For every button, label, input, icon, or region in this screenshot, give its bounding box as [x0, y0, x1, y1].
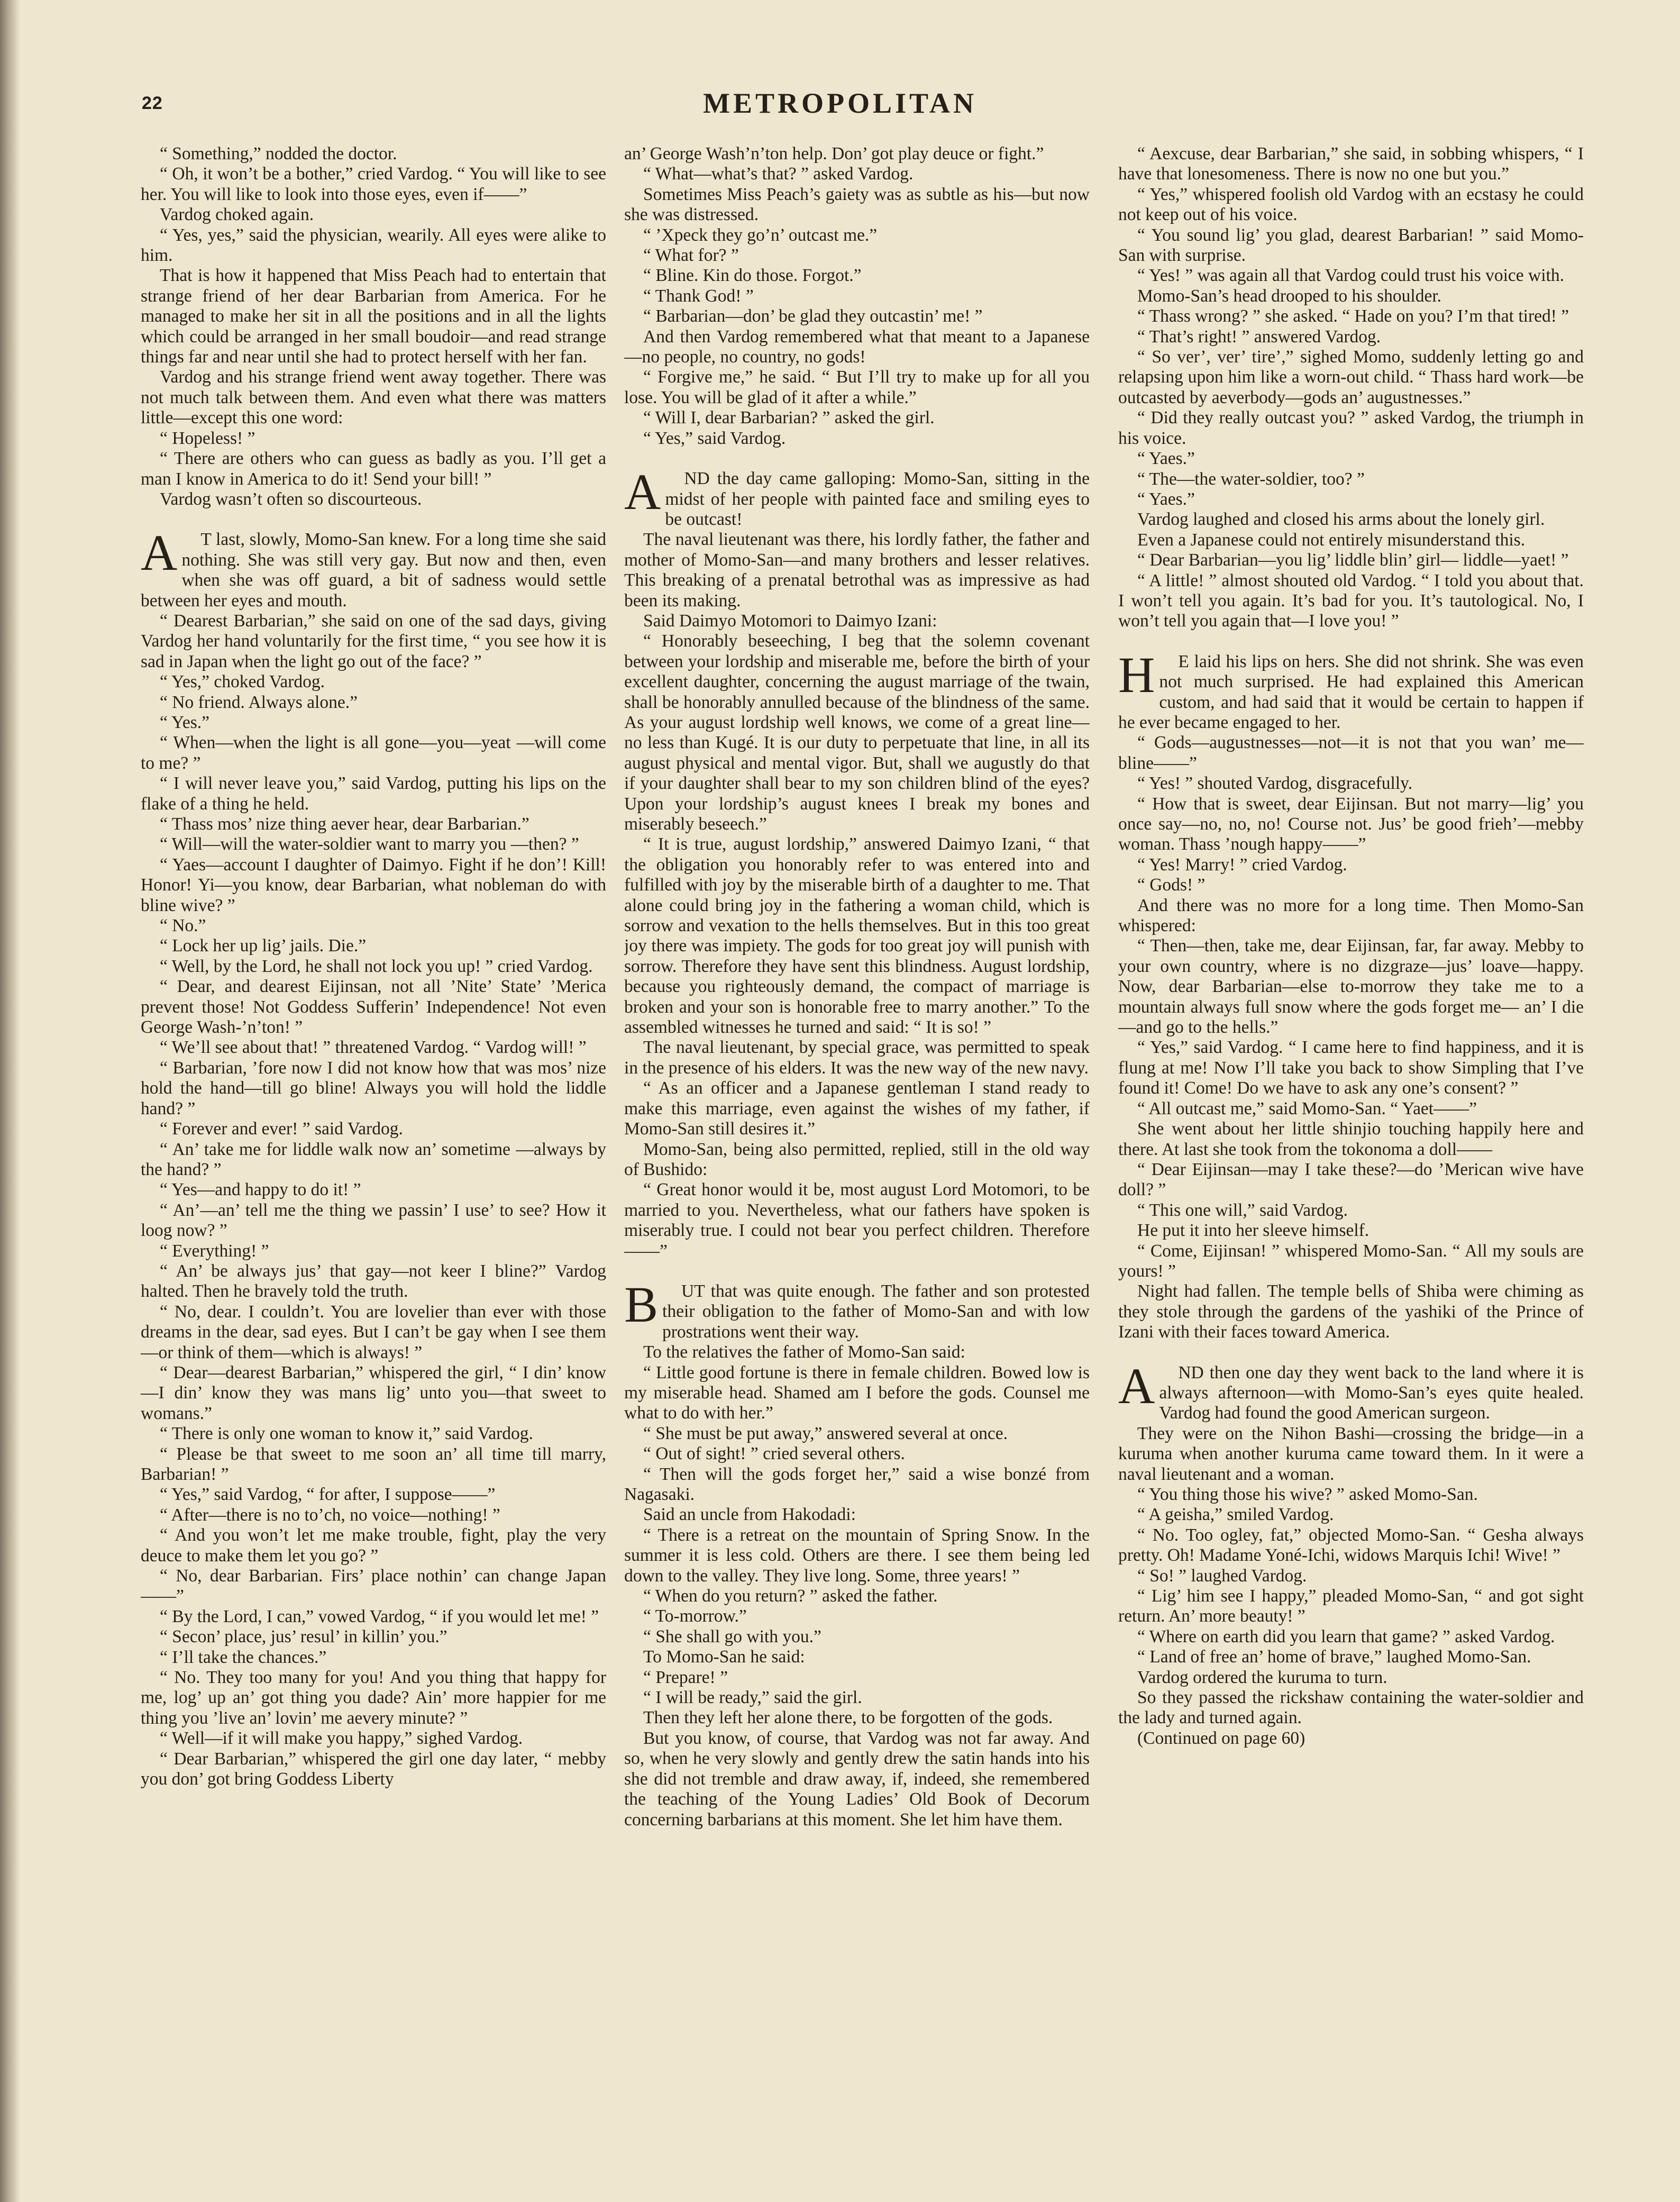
paragraph: “ Gods—augustnesses—not—it is not that you wan’ me—bline——”	[1118, 733, 1584, 773]
paragraph: “ After—there is no to’ch, no voice—nothing! ”	[160, 1505, 500, 1525]
paragraph: “ Then will the gods forget her,” said a wise bonzé from Nagasaki.	[624, 1464, 1090, 1504]
paragraph: “ Lock her up lig’ jails. Die.”	[160, 936, 367, 956]
paragraph: “ There are others who can guess as badly as you. I’ll get a man I know in America to do it! Send your bill! ”	[141, 449, 606, 489]
paragraph: “ Yaes—account I daughter of Daimyo. Fight if he don’! Kill! Honor! Yi—you know, dear Barbarian, what nobleman do with bline wive? ”	[141, 854, 606, 915]
paragraph: “ Thank God! ”	[643, 286, 754, 306]
paragraph: “ A little! ” almost shouted old Vardog. “ I told you about that. I won’t tell you again. It’s bad for you. It’s tautological. No, I won’t tell you again that—I love you! ”	[1118, 570, 1584, 631]
paragraph: “ Where on earth did you learn that game? ” asked Vardog.	[1137, 1626, 1555, 1646]
paragraph: “ When—when the light is all gone—you—yeat —will come to me? ”	[141, 733, 606, 773]
paragraph: “ Out of sight! ” cried several others.	[643, 1444, 905, 1464]
paragraph: “ How that is sweet, dear Eijinsan. But not marry—lig’ you once say—no, no, no! Course not. Jus’ be good frieh’—mebby woman. Thass ’nough happy——”	[1118, 794, 1584, 854]
paragraph: “ Great honor would it be, most august Lord Motomori, to be married to you. Nevertheless, what our fathers have spoken is miserably true. I could not bear you perfect children. Therefore——”	[624, 1180, 1090, 1261]
paragraph: “ An’—an’ tell me the thing we passin’ I use’ to see? How it loog now? ”	[141, 1200, 606, 1241]
paragraph: “ A geisha,” smiled Vardog.	[1137, 1505, 1334, 1525]
paragraph: an’ George Wash’n’ton help. Don’ got play deuce or fight.”	[624, 144, 1044, 163]
paragraph: “ Dearest Barbarian,” she said on one of the sad days, giving Vardog her hand voluntarily for the first time, “ you see how it is sad in Japan when the light go out of the face? ”	[141, 611, 606, 671]
paragraph: “ No friend. Always alone.”	[160, 692, 358, 712]
paragraph: “ Lig’ him see I happy,” pleaded Momo-San, “ and got sight return. An’ more beauty! ”	[1118, 1586, 1584, 1626]
paragraph: “ You thing those his wive? ” asked Momo-San.	[1137, 1485, 1478, 1504]
paragraph: “ Yes,” said Vardog, “ for after, I suppose——”	[160, 1485, 496, 1505]
paragraph: “ Barbarian, ’fore now I did not know how that was mos’ nize hold the hand—till go bline! Always you will hold the liddle hand? ”	[141, 1058, 606, 1118]
paragraph: Vardog wasn’t often so discourteous.	[160, 489, 422, 509]
paragraph: “ That’s right! ” answered Vardog.	[1137, 326, 1381, 347]
paragraph: “ Dear—dearest Barbarian,” whispered the girl, “ I din’ know—I din’ know they was mans lig’ unto you—that sweet to womans.”	[141, 1362, 606, 1423]
paragraph: “ An’ be always jus’ that gay—not keer I bline?” Vardog halted. Then he bravely told the truth.	[141, 1261, 606, 1302]
paragraph: “ Will I, dear Barbarian? ” asked the girl.	[643, 408, 935, 428]
paragraph: “ I’ll take the chances.”	[160, 1647, 327, 1667]
section-opening-paragraph	[624, 1276, 1090, 1342]
paragraph: And there was no more for a long time. Then Momo-San whispered:	[1118, 895, 1584, 936]
paragraph: “ No, dear Barbarian. Firs’ place nothin’ can change Japan——”	[141, 1566, 606, 1606]
paragraph: “ By the Lord, I can,” vowed Vardog, “ if you would let me! ”	[160, 1606, 599, 1626]
paragraph: “ Yaes.”	[1137, 489, 1195, 509]
paragraph: “ Land of free an’ home of brave,” laughed Momo-San.	[1137, 1647, 1531, 1667]
paragraph: “ Yaes.”	[1137, 449, 1195, 469]
paragraph: “ No. They too many for you! And you thing that happy for me, log’ up an’ got thing you dade? Ain’ more happier for me thing you ’live an’ lovin’ me aevery minute? ”	[141, 1668, 606, 1728]
paragraph: “ Gods! ”	[1137, 875, 1206, 895]
paragraph: “ There is a retreat on the mountain of Spring Snow. In the summer it is less cold. Others are there. I see them being led down to the valley. They live long. Some, three years! ”	[624, 1525, 1090, 1586]
paragraph: “ She must be put away,” answered several at once.	[643, 1423, 1008, 1443]
paragraph: “ Dear, and dearest Eijinsan, not all ’Nite’ State’ ’Merica prevent those! Not Goddess Sufferin’ Independence! Not even George Wash-’n’ton! ”	[141, 977, 606, 1038]
paragraph: “ Everything! ”	[160, 1241, 269, 1261]
paragraph: (Continued on page 60)	[1137, 1728, 1305, 1748]
paragraph: Momo-San, being also permitted, replied, still in the old way of Bushido:	[624, 1139, 1090, 1179]
paragraph: “ No, dear. I couldn’t. You are lovelier than ever with those dreams in the dear, sad eyes. But I can’t be gay when I see them—or think of them—which is always! ”	[141, 1302, 606, 1362]
paragraph: “ ’Xpeck they go’n’ outcast me.”	[643, 225, 878, 245]
section-opening-paragraph	[1118, 1357, 1584, 1424]
paragraph: “ Honorably beseeching, I beg that the solemn covenant between your lordship and miserable me, before the birth of your excellent daughter, concerning the august marriage of the twain, shall be honorably annulled because of the blindness of the same. As your august lordship well knows, we come of a great line—no less than Kugé. It is our duty to perpetuate that line, in all its august physical and mental vigor. But, shall we augustly do that if your daughter shall bear to my son children blind of the eyes? Upon your lordship’s august knees I break my bones and miserably beseech.”	[624, 631, 1090, 834]
text-column-3	[1118, 144, 1584, 2133]
paragraph: Said an uncle from Hakodadi:	[643, 1505, 856, 1525]
paragraph: “ No.”	[160, 916, 206, 936]
text-column-2	[624, 144, 1090, 2133]
paragraph: “ Yes.”	[160, 712, 209, 732]
drop-cap: H	[1118, 646, 1155, 703]
paragraph: “ I will never leave you,” said Vardog, putting his lips on the flake of a thing he held.	[141, 774, 606, 814]
paragraph: “ The—the water-soldier, too? ”	[1137, 469, 1365, 489]
section-opening-paragraph	[141, 524, 606, 611]
paragraph-text: T last, slowly, Momo-San knew. For a long time she said nothing. She was still very gay. But now and then, even when she was off guard, a bit of sadness would settle between her eyes and mouth.	[141, 530, 606, 611]
drop-cap: A	[624, 463, 661, 521]
paragraph: “ Yes,” choked Vardog.	[160, 672, 325, 692]
paragraph: “ Dear Barbarian,” whispered the girl one day later, “ mebby you don’ got bring Goddess Liberty	[141, 1749, 606, 1789]
paragraph: “ It is true, august lordship,” answered Daimyo Izani, “ that the obligation you honorably refer to was entered into and fulfilled with joy by the miserable birth of a daughter to me. That alone could bring joy in the fathering a woman child, which is sorrow and vexation to the hells themselves. But in this too great joy there was impiety. The gods for too great joy will punish with sorrow. Therefore they have sent this blindness. August lordship, because you righteously demand, the compact of marriage is broken and your son is honorable free to marry another.” To the assembled witnesses he turned and said: “ It is so! ”	[624, 834, 1090, 1038]
paragraph: “ Hopeless! ”	[160, 428, 255, 448]
paragraph: “ Yes,” said Vardog. “ I came here to find happiness, and it is flung at me! Now I’ll take you back to show Simpling that I’ve found it! Come! Do we have to ask any one’s consent? ”	[1118, 1038, 1584, 1098]
paragraph: That is how it happened that Miss Peach had to entertain that strange friend of her dear Barbarian from America. For he managed to make her sit in all the positions and in all the lights which could be arranged in her small boudoir—and read strange things far and near until she had to protect herself with her fan.	[141, 266, 606, 367]
paragraph: “ Yes! ” was again all that Vardog could trust his voice with.	[1137, 266, 1564, 286]
paragraph: “ Thass wrong? ” she asked. “ Hade on you? I’m that tired! ”	[1137, 306, 1569, 326]
paragraph: Vardog and his strange friend went away together. There was not much talk between them. And even what there was matters little—except this one word:	[141, 367, 606, 428]
drop-cap: A	[1118, 1357, 1155, 1414]
paragraph: The naval lieutenant was there, his lordly father, the father and mother of Momo-San—and many brothers and lesser relatives. This breaking of a prenatal betrothal was as impressive as had been its making.	[624, 530, 1090, 611]
paragraph: “ Yes—and happy to do it! ”	[160, 1180, 361, 1200]
paragraph: Sometimes Miss Peach’s gaiety was as subtle as his—but now she was distressed.	[624, 184, 1090, 225]
paragraph: Said Daimyo Motomori to Daimyo Izani:	[643, 611, 937, 631]
paragraph: “ Forgive me,” he said. “ But I’ll try to make up for all you lose. You will be glad of it after a while.”	[624, 367, 1090, 407]
paragraph: “ Dear Barbarian—you lig’ liddle blin’ girl— liddle—yaet! ”	[1137, 550, 1569, 570]
paragraph: “ Well—if it will make you happy,” sighed Vardog.	[160, 1728, 523, 1749]
paragraph: “ What for? ”	[643, 245, 739, 266]
paragraph: “ Bline. Kin do those. Forgot.”	[643, 266, 862, 286]
paragraph: “ So ver’, ver’ tire’,” sighed Momo, suddenly letting go and relapsing upon him like a worn-out child. “ Thass hard work—be outcasted by aeverbody—gods an’ augustnesses.”	[1118, 347, 1584, 407]
paragraph: “ Forever and ever! ” said Vardog.	[160, 1119, 403, 1139]
paragraph: “ All outcast me,” said Momo-San. “ Yaet——”	[1137, 1098, 1477, 1118]
paragraph: “ Yes! Marry! ” cried Vardog.	[1137, 854, 1347, 875]
paragraph: “ Yes! ” shouted Vardog, disgracefully.	[1137, 774, 1413, 794]
paragraph: Momo-San’s head drooped to his shoulder.	[1137, 286, 1442, 306]
paragraph: “ We’ll see about that! ” threatened Vardog. “ Vardog will! ”	[160, 1038, 587, 1058]
paragraph: “ Prepare! ”	[643, 1667, 728, 1687]
drop-cap: A	[141, 524, 178, 581]
paragraph: They were on the Nihon Bashi—crossing the bridge—in a kuruma when another kuruma came toward them. In it were a naval lieutenant and a woman.	[1118, 1423, 1584, 1484]
section-opening-paragraph	[624, 463, 1090, 530]
paragraph: Then they left her alone there, to be forgotten of the gods.	[643, 1708, 1053, 1728]
paragraph: “ As an officer and a Japanese gentleman I stand ready to make this marriage, even against the wishes of my father, if Momo-San still desires it.”	[624, 1078, 1090, 1139]
magazine-title: METROPOLITAN	[702, 87, 978, 119]
paragraph: “ An’ take me for liddle walk now an’ sometime —always by the hand? ”	[141, 1139, 606, 1179]
paragraph: “ When do you return? ” asked the father.	[643, 1586, 938, 1606]
paragraph: “ Yes,” said Vardog.	[643, 428, 786, 448]
paragraph: “ To-morrow.”	[643, 1606, 747, 1626]
paragraph: “ There is only one woman to know it,” said Vardog.	[160, 1424, 533, 1444]
paragraph: “ Did they really outcast you? ” asked Vardog, the triumph in his voice.	[1118, 408, 1584, 448]
paragraph: Vardog laughed and closed his arms about the lonely girl.	[1137, 509, 1545, 530]
page-binding-edge	[0, 0, 20, 2202]
paragraph: “ I will be ready,” said the girl.	[643, 1688, 862, 1708]
paragraph: Night had fallen. The temple bells of Shiba were chiming as they stole through the gardens of the yashiki of the Prince of Izani with their faces toward America.	[1118, 1281, 1584, 1342]
paragraph: “ Something,” nodded the doctor.	[160, 144, 397, 163]
paragraph: “ Barbarian—don’ be glad they outcastin’ me! ”	[643, 306, 983, 326]
paragraph: “ Thass mos’ nize thing aever hear, dear Barbarian.”	[160, 814, 529, 834]
paragraph: “ She shall go with you.”	[643, 1626, 821, 1646]
paragraph: Vardog choked again.	[160, 205, 314, 225]
drop-cap: B	[624, 1276, 659, 1333]
paragraph: “ Aexcuse, dear Barbarian,” she said, in sobbing whispers, “ I have that lonesomeness. There is now no one but you.”	[1118, 144, 1584, 184]
paragraph-text: ND the day came galloping: Momo-San, sitting in the midst of her people with painted face and smiling eyes to be outcast!	[665, 469, 1090, 529]
paragraph: “ So! ” laughed Vardog.	[1137, 1566, 1307, 1586]
paragraph: And then Vardog remembered what that meant to a Japanese—no people, no country, no gods!	[624, 326, 1090, 367]
paragraph: Vardog ordered the kuruma to turn.	[1137, 1667, 1387, 1687]
paragraph: He put it into her sleeve himself.	[1137, 1221, 1369, 1241]
paragraph: “ Then—then, take me, dear Eijinsan, far, far away. Mebby to your own country, where is no dizgraze—jus’ loave—happy. Now, dear Barbarian—else to-morrow they take me to a mountain always full snow where the gods forget me— an’ I die—and go to the hells.”	[1118, 936, 1584, 1038]
paragraph-text: ND then one day they went back to the land where it is always afternoon—with Momo-San’s eyes quite healed. Vardog had found the good American surgeon.	[1159, 1362, 1584, 1423]
paragraph: “ Dear Eijinsan—may I take these?—do ’Merican wive have doll? ”	[1118, 1159, 1584, 1200]
paragraph: “ Please be that sweet to me soon an’ all time till marry, Barbarian! ”	[141, 1444, 606, 1484]
paragraph: She went about her little shinjio touching happily here and there. At last she took from the tokonoma a doll——	[1118, 1119, 1584, 1159]
paragraph: “ You sound lig’ you glad, dearest Barbarian! ” said Momo-San with surprise.	[1118, 225, 1584, 266]
paragraph: To the relatives the father of Momo-San said:	[643, 1342, 965, 1362]
paragraph: “ Well, by the Lord, he shall not lock you up! ” cried Vardog.	[160, 956, 593, 976]
paragraph: “ This one will,” said Vardog.	[1137, 1200, 1348, 1220]
page-number: 22	[142, 93, 163, 113]
paragraph: But you know, of course, that Vardog was not far away. And so, when he very slowly and gently drew the satin hands into his she did not tremble and draw away, if, indeed, she remembered the teaching of the Young Ladies’ Old Book of Decorum concerning barbarians at this moment. She let him have them.	[624, 1728, 1090, 1830]
paragraph-text: E laid his lips on hers. She did not shrink. She was even not much surprised. He had explained this American custom, and had said that it would be certain to happen if he ever became engaged to her.	[1118, 651, 1584, 732]
paragraph: “ No. Too ogley, fat,” objected Momo-San. “ Gesha always pretty. Oh! Madame Yoné-Ichi, widows Marquis Ichi! Wive! ”	[1118, 1525, 1584, 1566]
paragraph: Even a Japanese could not entirely misunderstand this.	[1137, 530, 1526, 550]
paragraph: “ Oh, it won’t be a bother,” cried Vardog. “ You will like to see her. You will like to look into those eyes, even if——”	[141, 164, 606, 204]
paragraph: “ Come, Eijinsan! ” whispered Momo-San. “ All my souls are yours! ”	[1118, 1241, 1584, 1281]
paragraph: “ Will—will the water-soldier want to marry you —then? ”	[160, 834, 579, 854]
paragraph: “ Little good fortune is there in female children. Bowed low is my miserable head. Shamed am I before the gods. Counsel me what to do with her.”	[624, 1362, 1090, 1423]
paragraph: The naval lieutenant, by special grace, was permitted to speak in the presence of his elders. It was the new way of the new navy.	[624, 1038, 1090, 1078]
text-column-1	[141, 144, 606, 2133]
paragraph: “ Yes,” whispered foolish old Vardog with an ecstasy he could not keep out of his voice.	[1118, 184, 1584, 225]
paragraph: “ And you won’t let me make trouble, fight, play the very deuce to make them let you go? ”	[141, 1525, 606, 1566]
paragraph: So they passed the rickshaw containing the water-soldier and the lady and turned again.	[1118, 1688, 1584, 1728]
paragraph: “ What—what’s that? ” asked Vardog.	[643, 164, 914, 184]
paragraph-text: UT that was quite enough. The father and son protested their obligation to the father of Momo-San and with low prostrations went their way.	[662, 1281, 1090, 1342]
section-opening-paragraph	[1118, 646, 1584, 733]
paragraph: To Momo-San he said:	[643, 1647, 805, 1667]
paragraph: “ Secon’ place, jus’ resul’ in killin’ you.”	[160, 1627, 448, 1647]
paragraph: “ Yes, yes,” said the physician, wearily. All eyes were alike to him.	[141, 225, 606, 266]
